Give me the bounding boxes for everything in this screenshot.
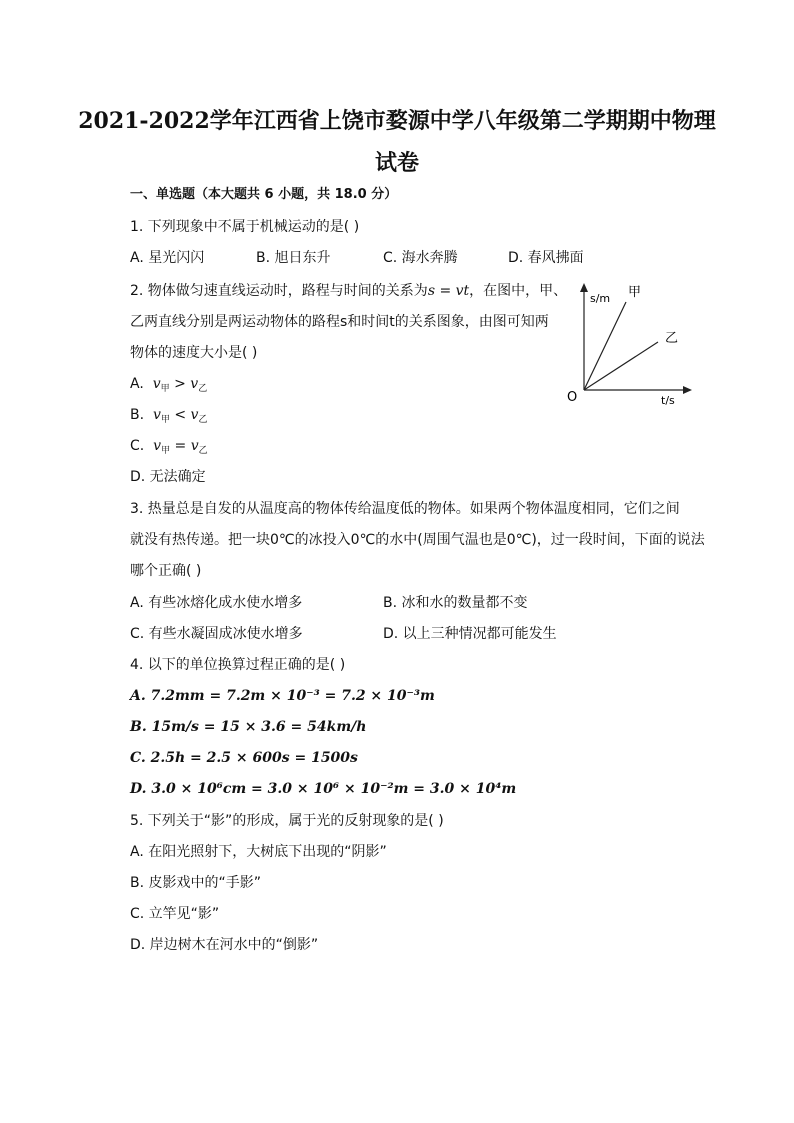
- section-heading: 一、单选题（本大题共 6 小题，共 18.0 分）: [130, 187, 398, 202]
- q2-stem-tail: ，在图中，甲、: [469, 283, 568, 299]
- q5-option-a: A. 在阳光照射下，大树底下出现的“阴影”: [130, 844, 387, 860]
- option-label: C.: [130, 438, 145, 454]
- page-title-line1: 2021-2022学年江西省上饶市婺源中学八年级第二学期期中物理: [78, 108, 716, 134]
- q1-stem: 1. 下列现象中不属于机械运动的是( ): [130, 219, 360, 235]
- q1-option-b: B. 旭日东升: [256, 250, 331, 266]
- subscript: 乙: [198, 446, 208, 456]
- q4-option-b: B. 15m/s = 15 × 3.6 = 54km/h: [130, 719, 367, 735]
- subscript: 乙: [198, 384, 208, 394]
- v-symbol: v: [152, 376, 161, 392]
- q5-option-d: D. 岸边树木在河水中的“倒影”: [130, 937, 319, 953]
- q2-formula: s = vt: [427, 283, 470, 299]
- page-title-line2: 试卷: [374, 150, 419, 176]
- q3-stem-line2: 就没有热传递。把一块0℃的冰投入0℃的水中(周围气温也是0℃)，过一段时间，下面的说法: [130, 532, 705, 548]
- v-symbol: v: [190, 438, 199, 454]
- operator: =: [170, 438, 191, 454]
- x-axis-label: t/s: [661, 394, 675, 407]
- x-axis-arrow: [683, 386, 692, 394]
- v-symbol: v: [152, 407, 161, 423]
- q4-option-d: D. 3.0 × 10⁶cm = 3.0 × 10⁶ × 10⁻²m = 3.0 × 10⁴m: [130, 781, 517, 797]
- q1-option-d: D. 春风拂面: [508, 250, 584, 266]
- q3-option-a: A. 有些冰熔化成水使水增多: [130, 595, 303, 611]
- v-symbol: v: [190, 407, 199, 423]
- operator: <: [169, 407, 191, 423]
- q2-stem-text: 2. 物体做匀速直线运动时，路程与时间的关系为: [130, 283, 428, 299]
- operator: >: [169, 376, 191, 392]
- q4-option-c: C. 2.5h = 2.5 × 600s = 1500s: [130, 750, 358, 766]
- option-label: B.: [130, 407, 145, 423]
- subscript: 甲: [160, 415, 170, 425]
- q2-stem-line2: 乙两直线分别是两运动物体的路程s和时间t的关系图象，由图可知两: [130, 314, 549, 330]
- line-jia-label: 甲: [628, 285, 642, 300]
- q4-stem: 4. 以下的单位换算过程正确的是( ): [130, 657, 346, 673]
- q3-stem-line1: 3. 热量总是自发的从温度高的物体传给温度低的物体。如果两个物体温度相同，它们之间: [130, 501, 680, 517]
- v-symbol: v: [153, 438, 162, 454]
- y-axis-label: s/m: [590, 292, 611, 305]
- line-yi-label: 乙: [665, 331, 679, 346]
- q2-option-c: [130, 437, 208, 460]
- q5-option-b: B. 皮影戏中的“手影”: [130, 875, 262, 891]
- q3-stem-line3: 哪个正确( ): [130, 563, 202, 579]
- q3-option-d: D. 以上三种情况都可能发生: [383, 626, 557, 642]
- q4-option-a: A. 7.2mm = 7.2m × 10⁻³ = 7.2 × 10⁻³m: [130, 688, 435, 704]
- q1-option-a: A. 星光闪闪: [130, 250, 205, 266]
- q3-option-c: C. 有些水凝固成冰使水增多: [130, 626, 303, 642]
- subscript: 甲: [161, 446, 171, 456]
- y-axis-arrow: [580, 283, 588, 292]
- option-label: A.: [130, 376, 144, 392]
- q2-stem-line3: 物体的速度大小是( ): [130, 345, 258, 361]
- q2-graph: [560, 280, 700, 410]
- q2-option-b: [130, 406, 207, 429]
- q3-option-b: B. 冰和水的数量都不变: [383, 595, 528, 611]
- q1-option-c: C. 海水奔腾: [383, 250, 458, 266]
- subscript: 乙: [198, 415, 208, 425]
- q5-option-c: C. 立竿见“影”: [130, 906, 220, 922]
- v-symbol: v: [190, 376, 199, 392]
- subscript: 甲: [160, 384, 170, 394]
- q5-stem: 5. 下列关于“影”的形成，属于光的反射现象的是( ): [130, 813, 444, 829]
- q2-option-a: [130, 375, 207, 398]
- q2-stem-line1: [130, 282, 567, 300]
- origin-label: O: [567, 390, 578, 405]
- q2-option-d: D. 无法确定: [130, 469, 206, 485]
